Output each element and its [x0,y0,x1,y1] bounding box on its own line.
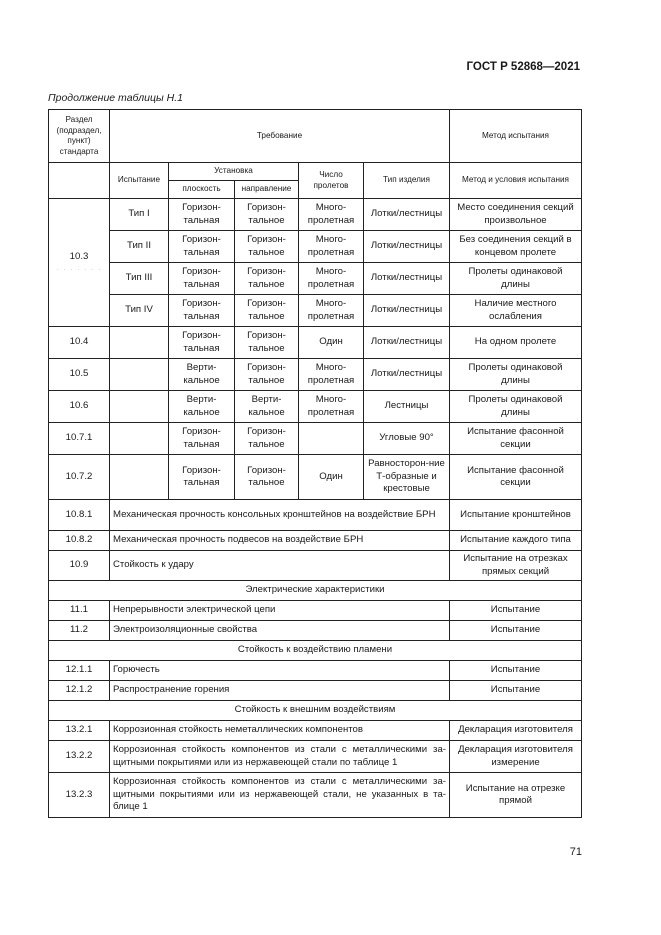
table-row [49,455,582,500]
spans-cell [299,423,364,455]
electrical-title: Электрические характеристики [49,581,582,601]
method-cell: Декларация изготовителя [450,721,582,741]
table-row [49,500,582,531]
header-row [49,110,582,163]
method-cell: Испытание [450,681,582,701]
section-cell: 12.1.1 [49,661,110,681]
table-row [49,621,582,641]
table-row [49,773,582,818]
method-cell: Наличие местного ослабления [450,295,582,327]
section-header: Раздел (подраздел, пункт) стандарта [49,110,110,163]
section-cell: 10.8.2 [49,531,110,551]
table-row [49,531,582,551]
section-cell: 11.1 [49,601,110,621]
section-cell: 13.2.1 [49,721,110,741]
table-row [49,263,582,295]
plane-cell: Горизон-тальная [169,199,235,231]
table-row [49,231,582,263]
method-cell: Испытание фасонной секции [450,455,582,500]
method-cond-subheader: Метод и условия испытания [450,163,582,199]
product-cell: Лотки/лестницы [364,327,450,359]
product-cell: Лотки/лестницы [364,199,450,231]
method-cell: Пролеты одинаковой длины [450,263,582,295]
table-row [49,741,582,773]
spans-cell: Много-пролетная [299,391,364,423]
direction-subheader: направление [235,181,299,199]
test-cell: Тип IV [110,295,169,327]
method-cell: Испытание [450,621,582,641]
test-cell [110,455,169,500]
spans-cell: Много-пролетная [299,263,364,295]
test-cell [110,359,169,391]
product-cell: Лотки/лестницы [364,231,450,263]
section-blank-cell [49,163,110,199]
direction-cell: Горизон-тальное [235,359,299,391]
section-cell [49,199,110,327]
section-cell: 10.5 [49,359,110,391]
section-cell: 13.2.3 [49,773,110,818]
section-cell: 10.9 [49,551,110,581]
direction-cell: Горизон-тальное [235,423,299,455]
test-cell: Тип III [110,263,169,295]
method-cell: Пролеты одинаковой длины [450,391,582,423]
spans-cell: Много-пролетная [299,199,364,231]
method-cell: На одном пролете [450,327,582,359]
method-cell: Испытание каждого типа [450,531,582,551]
section-cell: 10.6 [49,391,110,423]
test-cell: Тип II [110,231,169,263]
subheader-row [49,163,582,181]
requirement-cell: Стойкость к удару [110,551,450,581]
table-row [49,327,582,359]
spans-cell: Много-пролетная [299,231,364,263]
table-row [49,423,582,455]
method-cell: Пролеты одинаковой длины [450,359,582,391]
requirement-cell: Коррозионная стойкость компонентов из стали с металлическими за-щитными покрытиями или из нержавеющей стали, не указанных в та-блице 1 [110,773,450,818]
page-number: 71 [569,846,582,858]
table-row [49,601,582,621]
spans-cell: Один [299,455,364,500]
requirement-cell: Коррозионная стойкость неметаллических компонентов [110,721,450,741]
table-row [49,551,582,581]
direction-cell: Верти-кальное [235,391,299,423]
install-subheader: Установка [169,163,299,181]
direction-cell: Горизон-тальное [235,263,299,295]
section-cell: 10.4 [49,327,110,359]
requirement-cell: Механическая прочность подвесов на воздействие БРН [110,531,450,551]
product-cell: Равносторон-ние Т-образные и крестовые [364,455,450,500]
method-cell: Испытание кронштейнов [450,500,582,531]
plane-cell: Горизон-тальная [169,263,235,295]
direction-cell: Горизон-тальное [235,455,299,500]
table-row [49,391,582,423]
section-cell: 10.7.1 [49,423,110,455]
method-cell: Испытание на отрезках прямых секций [450,551,582,581]
requirement-cell: Коррозионная стойкость компонентов из стали с металлическими за-щитными покрытиями или из нержавеющей стали по таблице 1 [110,741,450,773]
product-cell: Угловые 90° [364,423,450,455]
product-subheader: Тип изделия [364,163,450,199]
plane-cell: Верти-кальное [169,359,235,391]
plane-cell: Горизон-тальная [169,295,235,327]
method-cell: Испытание [450,661,582,681]
table-continuation-caption: Продолжение таблицы Н.1 [48,92,183,104]
spans-subheader: Число пролетов [299,163,364,199]
external-title: Стойкость к внешним воздействиям [49,701,582,721]
method-cell: Декларация изготовителя измерение [450,741,582,773]
product-cell: Лотки/лестницы [364,359,450,391]
requirement-cell: Непрерывности электрической цепи [110,601,450,621]
product-cell: Лотки/лестницы [364,263,450,295]
plane-cell: Горизон-тальная [169,327,235,359]
requirement-cell: Горючесть [110,661,450,681]
table-row [49,681,582,701]
product-cell: Лотки/лестницы [364,295,450,327]
section-title-row [49,701,582,721]
direction-cell: Горизон-тальное [235,231,299,263]
spans-cell: Много-пролетная [299,295,364,327]
test-cell: Тип I [110,199,169,231]
section-cell: 11.2 [49,621,110,641]
method-cell: Испытание на отрезке прямой [450,773,582,818]
requirement-header: Требование [110,110,450,163]
requirements-table [48,109,582,818]
table-row [49,661,582,681]
plane-cell: Горизон-тальная [169,231,235,263]
method-cell: Испытание фасонной секции [450,423,582,455]
direction-cell: Горизон-тальное [235,327,299,359]
test-cell [110,327,169,359]
section-cell: 10.7.2 [49,455,110,500]
plane-cell: Верти-кальное [169,391,235,423]
plane-cell: Горизон-тальная [169,455,235,500]
section-title-row [49,641,582,661]
requirement-cell: Электроизоляционные свойства [110,621,450,641]
plane-subheader: плоскость [169,181,235,199]
method-cell: Без соединения секций в концевом пролете [450,231,582,263]
test-cell [110,423,169,455]
direction-cell: Горизон-тальное [235,199,299,231]
requirement-cell: Механическая прочность консольных кронштейнов на воздействие БРН [110,500,450,531]
method-header: Метод испытания [450,110,582,163]
requirement-cell: Распространение горения [110,681,450,701]
section-cell: 10.8.1 [49,500,110,531]
table-row [49,359,582,391]
flame-title: Стойкость к воздействию пламени [49,641,582,661]
table-row [49,199,582,231]
spans-cell: Один [299,327,364,359]
test-cell [110,391,169,423]
section-number: 10.3 [69,251,89,263]
standard-designation: ГОСТ Р 52868—2021 [466,61,580,73]
plane-cell: Горизон-тальная [169,423,235,455]
faint-marks: · · · · · · · [56,264,102,274]
section-title-row [49,581,582,601]
spans-cell: Много-пролетная [299,359,364,391]
product-cell: Лестницы [364,391,450,423]
table-row [49,295,582,327]
test-subheader: Испытание [110,163,169,199]
method-cell: Испытание [450,601,582,621]
direction-cell: Горизон-тальное [235,295,299,327]
method-cell: Место соединения секций произвольное [450,199,582,231]
section-cell: 12.1.2 [49,681,110,701]
table-row [49,721,582,741]
section-cell: 13.2.2 [49,741,110,773]
